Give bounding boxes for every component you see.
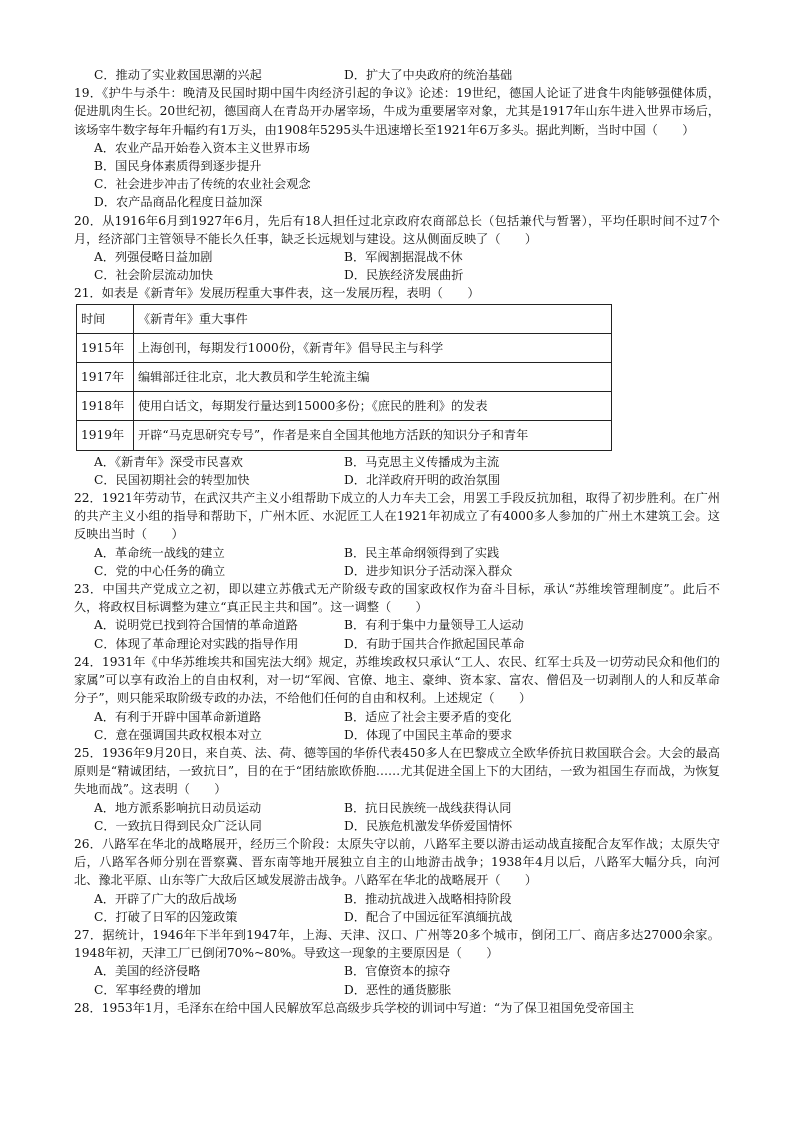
q23-stem: 23．中国共产党成立之初，即以建立苏俄式无产阶级专政的国家政权作为奋斗目标，承认“苏维埃管理制度”。此后不久，将政权目标调整为建立“真正民主共和国”。这一调整（ ） [74, 582, 720, 615]
table-row [77, 421, 612, 450]
q26-option-b: B．推动抗战进入战略相持阶段 [344, 891, 512, 906]
q20-stem: 20．从1916年6月到1927年6月，先后有18人担任过北京政府农商部总长（包括兼代与暂署），平均任职时间不过7个月，经济部门主管领导不能长久任事，缺乏长远规划与建设。这从侧面反映了（ ） [74, 213, 720, 246]
q27-option-a: A．美国的经济侵略 [94, 964, 201, 979]
table-cell-event: 使用白话文，每期发行量达到15000多份；《庶民的胜利》的发表 [134, 392, 612, 421]
q20-option-d: D．民族经济发展曲折 [344, 268, 464, 283]
q22-option-b: B．民主革命纲领得到了实践 [344, 545, 500, 560]
q23-option-b: B．有利于集中力量领导工人运动 [344, 618, 524, 633]
q20-option-c: C．社会阶层流动加快 [94, 268, 214, 283]
q23-option-c: C．体现了革命理论对实践的指导作用 [94, 636, 299, 651]
table-cell-event: 上海创刊，每期发行1000份，《新青年》倡导民主与科学 [134, 333, 612, 362]
q18-option-c: C．推动了实业救国思潮的兴起 [94, 68, 262, 82]
q25-stem: 25．1936年9月20日，来自英、法、荷、德等国的华侨代表450多人在巴黎成立全欧华侨抗日救国联合会。大会的最高原则是“精诚团结，一致抗日”，目的在于“团结旅欧侨胞……尤其促进全国上下的大团结，一致为祖国生存而战，为恢复失地而战”。这表明（ ） [74, 745, 720, 797]
q19-stem: 19．《护牛与杀牛：晚清及民国时期中国牛肉经济引起的争议》论述：19世纪，德国人论证了进食牛肉能够强健体质，促进肌肉生长。20世纪初，德国商人在青岛开办屠宰场，牛成为重要屠宰对象，尤其是1917年山东牛进入世界市场后，该场宰牛数字每年升幅约有1万头，由1908年5295头牛迅速增长至1921年6万多头。据此判断，当时中国（ ） [74, 86, 720, 137]
q21-events-table [76, 304, 612, 451]
q26-option-a: A．开辟了广大的敌后战场 [94, 891, 237, 906]
table-header-time: 时间 [77, 304, 134, 333]
table-header-event: 《新青年》重大事件 [134, 304, 612, 333]
q27-stem: 27．据统计，1946年下半年到1947年，上海、天津、汉口、广州等20多个城市，倒闭工厂、商店多达27000余家。1948年初，天津工厂已倒闭70%~80%。导致这一现象的主要原因是（ ） [74, 927, 720, 961]
q26-options-row2 [94, 908, 720, 926]
table-cell-event: 编辑部迁往北京，北大教员和学生轮流主编 [134, 363, 612, 392]
q24-options-row1 [94, 708, 720, 726]
q27-option-b: B．官僚资本的掠夺 [344, 964, 451, 979]
q27-options-row1 [94, 962, 720, 980]
q24-option-a: A．有利于开辟中国革命新道路 [94, 709, 262, 724]
table-header-row [77, 304, 612, 333]
q19-options [94, 139, 720, 212]
q24-options-row2 [94, 726, 720, 744]
q18-option-d: D．扩大了中央政府的统治基础 [344, 68, 513, 82]
table-row [77, 333, 612, 362]
q21-option-c: C．民国初期社会的转型加快 [94, 472, 250, 487]
q25-option-d: D．民族危机激发华侨爱国情怀 [344, 818, 513, 833]
q20-option-b: B．军阀割据混战不休 [344, 250, 463, 265]
q22-options-row2 [94, 562, 720, 580]
q26-option-d: D．配合了中国远征军滇缅抗战 [344, 909, 513, 924]
q21-option-a: A．《新青年》深受市民喜欢 [94, 454, 243, 469]
exam-page [74, 66, 720, 1017]
q21-options-row1 [94, 453, 720, 471]
q25-option-c: C．一致抗日得到民众广泛认同 [94, 818, 262, 833]
q23-option-a: A．说明党已找到符合国情的革命道路 [94, 618, 298, 633]
q25-options-row1 [94, 799, 720, 817]
q25-options-row2 [94, 817, 720, 835]
q19-option-d: D．农产品商品化程度日益加深 [94, 195, 263, 210]
q20-options-row1 [94, 248, 720, 266]
q25-option-b: B．抗日民族统一战线获得认同 [344, 800, 512, 815]
q23-options-row2 [94, 635, 720, 653]
q23-options-row1 [94, 616, 720, 634]
table-cell-year: 1919年 [77, 421, 134, 450]
q23-option-d: D．有助于国共合作掀起国民革命 [344, 636, 525, 651]
q19-option-a: A．农业产品开始卷入资本主义世界市场 [94, 140, 310, 155]
q24-stem: 24．1931年《中华苏维埃共和国宪法大纲》规定，苏维埃政权只承认“工人、农民、红军士兵及一切劳动民众和他们的家属”可以享有政治上的自由权利，对一切“军阀、官僚、地主、豪绅、资本家、富农、僧侣及一切剥削人的人和反革命分子”，则只能采取阶级专政的办法，不给他们任何的自由和权利。上述规定（ ） [74, 654, 720, 706]
table-row [77, 363, 612, 392]
q19-option-b: B．国民身体素质得到逐步提升 [94, 159, 262, 174]
q26-stem: 26．八路军在华北的战略展开，经历三个阶段：太原失守以前，八路军主要以游击运动战直接配合友军作战；太原失守后，八路军各师分别在晋察冀、晋东南等地开展独立自主的山地游击战争；1938年4月以后，八路军大幅分兵，向河北、豫北平原、山东等广大敌后区域发展游击战争。八路军在华北的战略展开（ ） [74, 836, 720, 888]
q19-option-c: C．社会进步冲击了传统的农业社会观念 [94, 177, 311, 192]
q26-option-c: C．打破了日军的囚笼政策 [94, 909, 238, 924]
q24-option-c: C．意在强调国共政权根本对立 [94, 727, 262, 742]
q27-options-row2 [94, 981, 720, 999]
table-row [77, 392, 612, 421]
q26-options-row1 [94, 890, 720, 908]
q22-option-c: C．党的中心任务的确立 [94, 563, 226, 578]
q18-options [94, 66, 720, 84]
q20-options-row2 [94, 266, 720, 284]
q20-option-a: A．列强侵略日益加剧 [94, 250, 213, 265]
q22-stem: 22．1921年劳动节，在武汉共产主义小组帮助下成立的人力车夫工会，用罢工手段反抗加租，取得了初步胜利。在广州的共产主义小组的指导和帮助下，广州木匠、水泥匠工人在1921年初成立了有4000多人参加的广州土木建筑工会。这反映出当时（ ） [74, 491, 720, 542]
q27-option-c: C．军事经费的增加 [94, 982, 201, 997]
q24-option-b: B．适应了社会主要矛盾的变化 [344, 709, 512, 724]
q27-option-d: D．恶性的通货膨胀 [344, 982, 452, 997]
q25-option-a: A．地方派系影响抗日动员运动 [94, 800, 262, 815]
table-cell-year: 1915年 [77, 333, 134, 362]
q21-stem: 21．如表是《新青年》发展历程重大事件表，这一发展历程，表明（ ） [74, 286, 480, 301]
table-cell-year: 1918年 [77, 392, 134, 421]
table-cell-event: 开辟“马克思研究专号”，作者是来自全国其他地方活跃的知识分子和青年 [134, 421, 612, 450]
q22-option-d: D．进步知识分子活动深入群众 [344, 563, 513, 578]
q22-option-a: A．革命统一战线的建立 [94, 545, 225, 560]
q24-option-d: D．体现了中国民主革命的要求 [344, 727, 513, 742]
table-cell-year: 1917年 [77, 363, 134, 392]
q22-options-row1 [94, 544, 720, 562]
q28-stem: 28．1953年1月，毛泽东在给中国人民解放军总高级步兵学校的训词中写道：“为了保卫祖国免受帝国主 [74, 1000, 635, 1015]
q21-option-b: B．马克思主义传播成为主流 [344, 454, 500, 469]
q21-option-d: D．北洋政府开明的政治氛围 [344, 472, 501, 487]
q21-options-row2 [94, 471, 720, 489]
